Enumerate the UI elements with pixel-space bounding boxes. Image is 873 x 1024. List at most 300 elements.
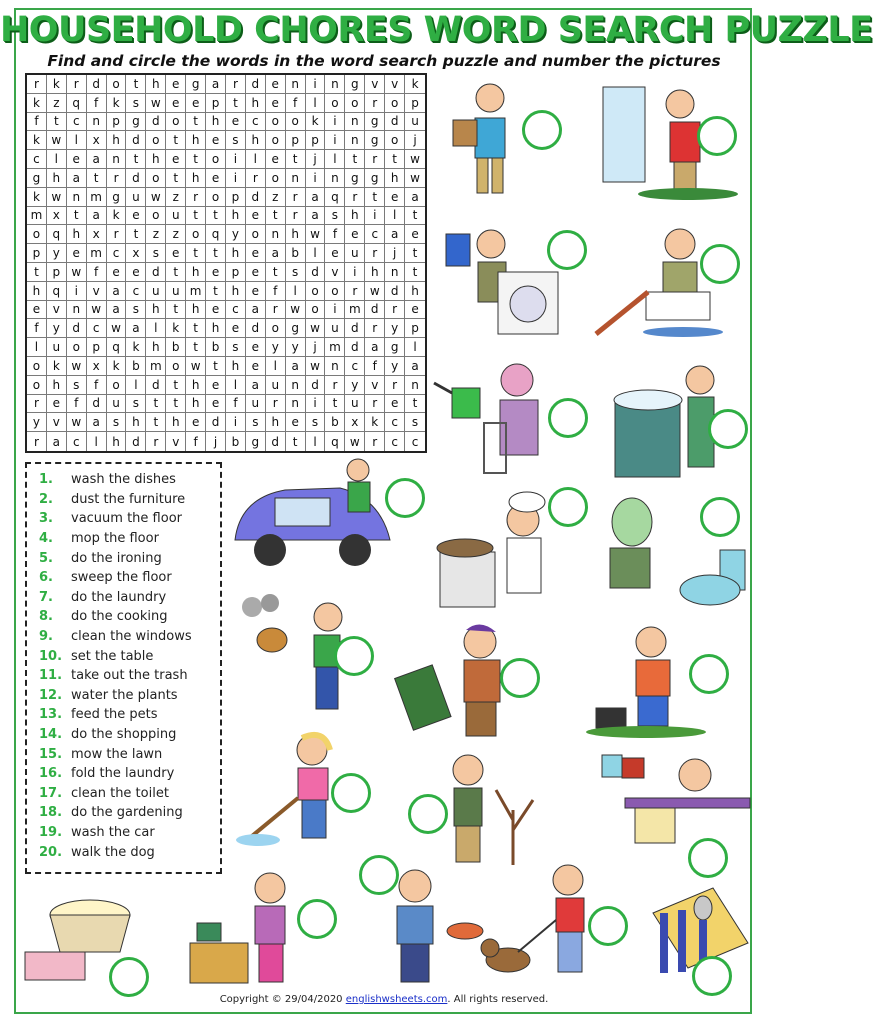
grid-cell[interactable]: c — [27, 150, 47, 169]
grid-cell[interactable]: r — [27, 75, 47, 94]
grid-cell[interactable]: s — [405, 413, 425, 432]
grid-cell[interactable]: e — [286, 413, 306, 432]
grid-cell[interactable]: t — [166, 169, 186, 188]
grid-cell[interactable]: h — [47, 376, 67, 395]
grid-cell[interactable]: h — [27, 282, 47, 301]
answer-circle-2[interactable] — [697, 116, 737, 156]
grid-cell[interactable]: w — [405, 150, 425, 169]
grid-cell[interactable]: v — [385, 75, 405, 94]
grid-cell[interactable]: k — [47, 75, 67, 94]
grid-cell[interactable]: r — [365, 395, 385, 414]
grid-cell[interactable]: h — [286, 225, 306, 244]
grid-cell[interactable]: e — [166, 244, 186, 263]
grid-cell[interactable]: u — [345, 244, 365, 263]
word-search-grid[interactable] — [25, 73, 427, 453]
grid-cell[interactable]: e — [67, 150, 87, 169]
grid-cell[interactable]: m — [87, 188, 107, 207]
grid-cell[interactable]: z — [166, 188, 186, 207]
grid-cell[interactable]: t — [345, 150, 365, 169]
grid-cell[interactable]: o — [206, 150, 226, 169]
grid-cell[interactable]: j — [306, 150, 326, 169]
grid-cell[interactable]: g — [186, 75, 206, 94]
grid-cell[interactable]: l — [226, 376, 246, 395]
grid-cell[interactable]: d — [146, 113, 166, 132]
grid-cell[interactable]: q — [47, 225, 67, 244]
grid-cell[interactable]: c — [87, 319, 107, 338]
grid-cell[interactable]: r — [266, 301, 286, 320]
grid-cell[interactable]: n — [286, 75, 306, 94]
grid-cell[interactable]: y — [345, 376, 365, 395]
grid-cell[interactable]: o — [146, 169, 166, 188]
grid-cell[interactable]: f — [87, 376, 107, 395]
grid-cell[interactable]: s — [126, 301, 146, 320]
grid-cell[interactable]: l — [385, 207, 405, 226]
grid-cell[interactable]: i — [365, 207, 385, 226]
grid-cell[interactable]: t — [365, 188, 385, 207]
grid-cell[interactable]: a — [47, 432, 67, 451]
grid-cell[interactable]: j — [206, 432, 226, 451]
grid-cell[interactable]: g — [246, 432, 266, 451]
grid-cell[interactable]: e — [126, 207, 146, 226]
grid-cell[interactable]: f — [365, 357, 385, 376]
grid-cell[interactable]: q — [107, 338, 127, 357]
grid-cell[interactable]: l — [306, 244, 326, 263]
grid-cell[interactable]: t — [186, 150, 206, 169]
grid-cell[interactable]: d — [126, 169, 146, 188]
grid-cell[interactable]: h — [226, 207, 246, 226]
grid-cell[interactable]: v — [365, 376, 385, 395]
grid-cell[interactable]: p — [405, 319, 425, 338]
grid-cell[interactable]: q — [67, 94, 87, 113]
grid-cell[interactable]: s — [67, 376, 87, 395]
grid-cell[interactable]: j — [405, 131, 425, 150]
grid-cell[interactable]: e — [126, 263, 146, 282]
grid-cell[interactable]: k — [306, 113, 326, 132]
grid-cell[interactable]: h — [107, 432, 127, 451]
grid-cell[interactable]: g — [385, 338, 405, 357]
grid-cell[interactable]: x — [87, 357, 107, 376]
grid-cell[interactable]: e — [226, 113, 246, 132]
grid-cell[interactable]: e — [206, 301, 226, 320]
grid-cell[interactable]: v — [47, 301, 67, 320]
grid-cell[interactable]: a — [286, 357, 306, 376]
grid-cell[interactable]: r — [107, 169, 127, 188]
grid-cell[interactable]: g — [345, 169, 365, 188]
grid-cell[interactable]: t — [166, 395, 186, 414]
grid-cell[interactable]: r — [107, 225, 127, 244]
grid-cell[interactable]: t — [206, 207, 226, 226]
grid-cell[interactable]: r — [27, 432, 47, 451]
grid-cell[interactable]: t — [186, 338, 206, 357]
grid-cell[interactable]: e — [266, 75, 286, 94]
grid-cell[interactable]: s — [325, 207, 345, 226]
grid-cell[interactable]: a — [246, 301, 266, 320]
grid-cell[interactable]: q — [325, 188, 345, 207]
grid-cell[interactable]: y — [226, 225, 246, 244]
grid-cell[interactable]: r — [27, 395, 47, 414]
grid-cell[interactable]: k — [47, 357, 67, 376]
grid-cell[interactable]: h — [146, 301, 166, 320]
grid-cell[interactable]: t — [266, 263, 286, 282]
grid-cell[interactable]: o — [206, 188, 226, 207]
grid-cell[interactable]: z — [47, 94, 67, 113]
grid-cell[interactable]: h — [266, 413, 286, 432]
grid-cell[interactable]: u — [146, 282, 166, 301]
grid-cell[interactable]: e — [186, 413, 206, 432]
grid-cell[interactable]: t — [186, 244, 206, 263]
grid-cell[interactable]: a — [206, 75, 226, 94]
grid-cell[interactable]: l — [47, 150, 67, 169]
grid-cell[interactable]: o — [166, 357, 186, 376]
grid-cell[interactable]: t — [126, 225, 146, 244]
grid-cell[interactable]: l — [266, 357, 286, 376]
grid-cell[interactable]: c — [246, 113, 266, 132]
grid-cell[interactable]: m — [87, 244, 107, 263]
grid-cell[interactable]: p — [405, 94, 425, 113]
grid-cell[interactable]: r — [266, 395, 286, 414]
grid-cell[interactable]: t — [206, 282, 226, 301]
grid-cell[interactable]: w — [405, 169, 425, 188]
grid-cell[interactable]: e — [246, 357, 266, 376]
answer-circle-8[interactable] — [548, 487, 588, 527]
grid-cell[interactable]: w — [345, 432, 365, 451]
grid-cell[interactable]: n — [345, 113, 365, 132]
grid-cell[interactable]: j — [306, 338, 326, 357]
grid-cell[interactable]: z — [166, 225, 186, 244]
grid-cell[interactable]: e — [246, 263, 266, 282]
grid-cell[interactable]: s — [126, 395, 146, 414]
grid-cell[interactable]: y — [385, 319, 405, 338]
grid-cell[interactable]: h — [226, 357, 246, 376]
grid-cell[interactable]: f — [67, 395, 87, 414]
grid-cell[interactable]: g — [126, 113, 146, 132]
grid-cell[interactable]: t — [166, 301, 186, 320]
grid-cell[interactable]: h — [206, 113, 226, 132]
answer-circle-10[interactable] — [334, 636, 374, 676]
grid-cell[interactable]: l — [405, 338, 425, 357]
grid-cell[interactable]: g — [345, 75, 365, 94]
grid-cell[interactable]: o — [146, 207, 166, 226]
grid-cell[interactable]: t — [166, 376, 186, 395]
grid-cell[interactable]: h — [186, 301, 206, 320]
grid-cell[interactable]: e — [186, 94, 206, 113]
grid-cell[interactable]: m — [27, 207, 47, 226]
grid-cell[interactable]: g — [365, 113, 385, 132]
grid-cell[interactable]: g — [286, 319, 306, 338]
grid-cell[interactable]: r — [146, 432, 166, 451]
grid-cell[interactable]: j — [385, 244, 405, 263]
grid-cell[interactable]: u — [166, 282, 186, 301]
grid-cell[interactable]: s — [126, 94, 146, 113]
grid-cell[interactable]: o — [266, 113, 286, 132]
grid-cell[interactable]: w — [107, 319, 127, 338]
grid-cell[interactable]: a — [306, 188, 326, 207]
grid-cell[interactable]: n — [345, 131, 365, 150]
grid-cell[interactable]: t — [286, 432, 306, 451]
grid-cell[interactable]: e — [166, 150, 186, 169]
grid-cell[interactable]: t — [146, 395, 166, 414]
grid-cell[interactable]: y — [266, 338, 286, 357]
grid-cell[interactable]: k — [27, 131, 47, 150]
grid-cell[interactable]: h — [186, 169, 206, 188]
grid-cell[interactable]: h — [345, 207, 365, 226]
grid-cell[interactable]: a — [405, 357, 425, 376]
grid-cell[interactable]: o — [27, 357, 47, 376]
answer-circle-18[interactable] — [588, 906, 628, 946]
grid-cell[interactable]: x — [345, 413, 365, 432]
grid-cell[interactable]: h — [186, 263, 206, 282]
grid-cell[interactable]: x — [87, 225, 107, 244]
grid-cell[interactable]: t — [126, 150, 146, 169]
grid-cell[interactable]: d — [345, 319, 365, 338]
grid-cell[interactable]: q — [325, 432, 345, 451]
grid-cell[interactable]: g — [365, 131, 385, 150]
grid-cell[interactable]: t — [186, 319, 206, 338]
grid-cell[interactable]: l — [67, 131, 87, 150]
grid-cell[interactable]: f — [27, 319, 47, 338]
grid-cell[interactable]: o — [186, 225, 206, 244]
grid-cell[interactable]: e — [246, 244, 266, 263]
grid-cell[interactable]: p — [286, 131, 306, 150]
grid-cell[interactable]: w — [306, 357, 326, 376]
grid-cell[interactable]: h — [246, 94, 266, 113]
grid-cell[interactable]: a — [87, 207, 107, 226]
grid-cell[interactable]: d — [306, 376, 326, 395]
grid-cell[interactable]: w — [47, 188, 67, 207]
grid-cell[interactable]: e — [166, 75, 186, 94]
grid-cell[interactable]: n — [87, 113, 107, 132]
grid-cell[interactable]: t — [206, 244, 226, 263]
grid-cell[interactable]: i — [325, 113, 345, 132]
grid-cell[interactable]: f — [226, 395, 246, 414]
grid-cell[interactable]: d — [385, 282, 405, 301]
grid-cell[interactable]: h — [226, 282, 246, 301]
grid-cell[interactable]: w — [146, 94, 166, 113]
grid-cell[interactable]: k — [126, 338, 146, 357]
grid-cell[interactable]: d — [246, 319, 266, 338]
grid-cell[interactable]: b — [226, 432, 246, 451]
grid-cell[interactable]: i — [226, 169, 246, 188]
answer-circle-6[interactable] — [708, 409, 748, 449]
grid-cell[interactable]: a — [107, 282, 127, 301]
grid-cell[interactable]: d — [246, 188, 266, 207]
grid-cell[interactable]: c — [126, 282, 146, 301]
grid-cell[interactable]: s — [146, 244, 166, 263]
grid-cell[interactable]: s — [226, 338, 246, 357]
grid-cell[interactable]: d — [206, 413, 226, 432]
grid-cell[interactable]: d — [87, 75, 107, 94]
grid-cell[interactable]: e — [246, 207, 266, 226]
grid-cell[interactable]: t — [146, 413, 166, 432]
grid-cell[interactable]: d — [146, 263, 166, 282]
grid-cell[interactable]: v — [47, 413, 67, 432]
grid-cell[interactable]: e — [266, 150, 286, 169]
grid-cell[interactable]: y — [385, 357, 405, 376]
grid-cell[interactable]: d — [126, 131, 146, 150]
grid-cell[interactable]: b — [126, 357, 146, 376]
grid-cell[interactable]: a — [87, 413, 107, 432]
answer-circle-15[interactable] — [688, 838, 728, 878]
grid-cell[interactable]: o — [166, 113, 186, 132]
grid-cell[interactable]: u — [405, 113, 425, 132]
grid-cell[interactable]: n — [325, 169, 345, 188]
answer-circle-16[interactable] — [359, 855, 399, 895]
grid-cell[interactable]: e — [345, 225, 365, 244]
grid-cell[interactable]: t — [206, 357, 226, 376]
grid-cell[interactable]: l — [246, 150, 266, 169]
grid-cell[interactable]: t — [67, 207, 87, 226]
grid-cell[interactable]: e — [385, 188, 405, 207]
grid-cell[interactable]: s — [107, 413, 127, 432]
grid-cell[interactable]: o — [306, 301, 326, 320]
grid-cell[interactable]: p — [107, 113, 127, 132]
grid-cell[interactable]: r — [67, 75, 87, 94]
grid-cell[interactable]: w — [306, 319, 326, 338]
grid-cell[interactable]: f — [325, 225, 345, 244]
answer-circle-12[interactable] — [689, 654, 729, 694]
grid-cell[interactable]: o — [345, 94, 365, 113]
grid-cell[interactable]: n — [266, 225, 286, 244]
grid-cell[interactable]: i — [306, 75, 326, 94]
grid-cell[interactable]: t — [405, 395, 425, 414]
grid-cell[interactable]: n — [385, 263, 405, 282]
grid-cell[interactable]: r — [286, 207, 306, 226]
grid-cell[interactable]: o — [67, 338, 87, 357]
grid-cell[interactable]: w — [286, 301, 306, 320]
grid-cell[interactable]: o — [107, 376, 127, 395]
grid-cell[interactable]: q — [47, 282, 67, 301]
grid-cell[interactable]: m — [146, 357, 166, 376]
grid-cell[interactable]: k — [107, 357, 127, 376]
grid-cell[interactable]: k — [27, 94, 47, 113]
grid-cell[interactable]: i — [67, 282, 87, 301]
grid-cell[interactable]: f — [27, 113, 47, 132]
grid-cell[interactable]: m — [345, 301, 365, 320]
grid-cell[interactable]: d — [365, 301, 385, 320]
grid-cell[interactable]: h — [226, 244, 246, 263]
answer-circle-20[interactable] — [692, 956, 732, 996]
answer-circle-7[interactable] — [385, 478, 425, 518]
grid-cell[interactable]: h — [385, 169, 405, 188]
answer-circle-19[interactable] — [109, 957, 149, 997]
grid-cell[interactable]: a — [67, 169, 87, 188]
grid-cell[interactable]: n — [107, 150, 127, 169]
grid-cell[interactable]: a — [246, 376, 266, 395]
site-link[interactable]: englishwsheets.com — [345, 994, 448, 1005]
grid-cell[interactable]: e — [405, 225, 425, 244]
grid-cell[interactable]: e — [206, 263, 226, 282]
grid-cell[interactable]: r — [385, 301, 405, 320]
grid-cell[interactable]: e — [47, 395, 67, 414]
grid-cell[interactable]: w — [67, 263, 87, 282]
grid-cell[interactable]: b — [166, 338, 186, 357]
grid-cell[interactable]: d — [246, 75, 266, 94]
grid-cell[interactable]: d — [345, 338, 365, 357]
grid-cell[interactable]: h — [146, 150, 166, 169]
grid-cell[interactable]: f — [266, 282, 286, 301]
grid-cell[interactable]: c — [365, 225, 385, 244]
grid-cell[interactable]: i — [226, 413, 246, 432]
grid-cell[interactable]: e — [226, 319, 246, 338]
grid-cell[interactable]: s — [286, 263, 306, 282]
grid-cell[interactable]: f — [87, 94, 107, 113]
grid-cell[interactable]: h — [186, 131, 206, 150]
grid-cell[interactable]: e — [206, 376, 226, 395]
grid-cell[interactable]: r — [365, 150, 385, 169]
grid-cell[interactable]: t — [126, 75, 146, 94]
answer-circle-4[interactable] — [700, 244, 740, 284]
grid-cell[interactable]: h — [246, 131, 266, 150]
grid-cell[interactable]: e — [246, 338, 266, 357]
grid-cell[interactable]: h — [186, 376, 206, 395]
grid-cell[interactable]: i — [325, 131, 345, 150]
grid-cell[interactable]: t — [166, 263, 186, 282]
grid-cell[interactable]: x — [47, 207, 67, 226]
grid-cell[interactable]: a — [87, 150, 107, 169]
grid-cell[interactable]: e — [107, 263, 127, 282]
grid-cell[interactable]: e — [385, 395, 405, 414]
grid-cell[interactable]: t — [166, 131, 186, 150]
grid-cell[interactable]: y — [47, 319, 67, 338]
grid-cell[interactable]: c — [67, 432, 87, 451]
grid-cell[interactable]: a — [365, 338, 385, 357]
grid-cell[interactable]: h — [126, 413, 146, 432]
grid-cell[interactable]: p — [47, 263, 67, 282]
grid-cell[interactable]: v — [166, 432, 186, 451]
grid-cell[interactable]: o — [107, 75, 127, 94]
grid-cell[interactable]: a — [405, 188, 425, 207]
grid-cell[interactable]: e — [266, 94, 286, 113]
answer-circle-9[interactable] — [700, 497, 740, 537]
grid-cell[interactable]: e — [206, 169, 226, 188]
grid-cell[interactable]: b — [325, 413, 345, 432]
grid-cell[interactable]: l — [27, 338, 47, 357]
answer-circle-14[interactable] — [408, 794, 448, 834]
grid-cell[interactable]: o — [266, 131, 286, 150]
grid-cell[interactable]: w — [146, 188, 166, 207]
grid-cell[interactable]: v — [87, 282, 107, 301]
answer-circle-1[interactable] — [522, 110, 562, 150]
grid-cell[interactable]: p — [27, 244, 47, 263]
grid-cell[interactable]: u — [166, 207, 186, 226]
grid-cell[interactable]: p — [206, 94, 226, 113]
grid-cell[interactable]: w — [365, 282, 385, 301]
grid-cell[interactable]: w — [67, 413, 87, 432]
grid-cell[interactable]: s — [246, 413, 266, 432]
grid-cell[interactable]: z — [266, 188, 286, 207]
grid-cell[interactable]: l — [286, 282, 306, 301]
grid-cell[interactable]: y — [47, 244, 67, 263]
grid-cell[interactable]: n — [405, 376, 425, 395]
grid-cell[interactable]: d — [67, 319, 87, 338]
grid-cell[interactable]: r — [186, 188, 206, 207]
grid-cell[interactable]: d — [146, 376, 166, 395]
grid-cell[interactable]: h — [186, 395, 206, 414]
grid-cell[interactable]: o — [286, 113, 306, 132]
grid-cell[interactable]: a — [107, 301, 127, 320]
grid-cell[interactable]: u — [266, 376, 286, 395]
grid-cell[interactable]: p — [87, 338, 107, 357]
grid-cell[interactable]: c — [385, 413, 405, 432]
answer-circle-17[interactable] — [297, 899, 337, 939]
grid-cell[interactable]: r — [365, 94, 385, 113]
answer-circle-11[interactable] — [500, 658, 540, 698]
grid-cell[interactable]: g — [107, 188, 127, 207]
grid-cell[interactable]: p — [226, 263, 246, 282]
grid-cell[interactable]: d — [126, 432, 146, 451]
grid-cell[interactable]: t — [87, 169, 107, 188]
grid-cell[interactable]: l — [146, 319, 166, 338]
